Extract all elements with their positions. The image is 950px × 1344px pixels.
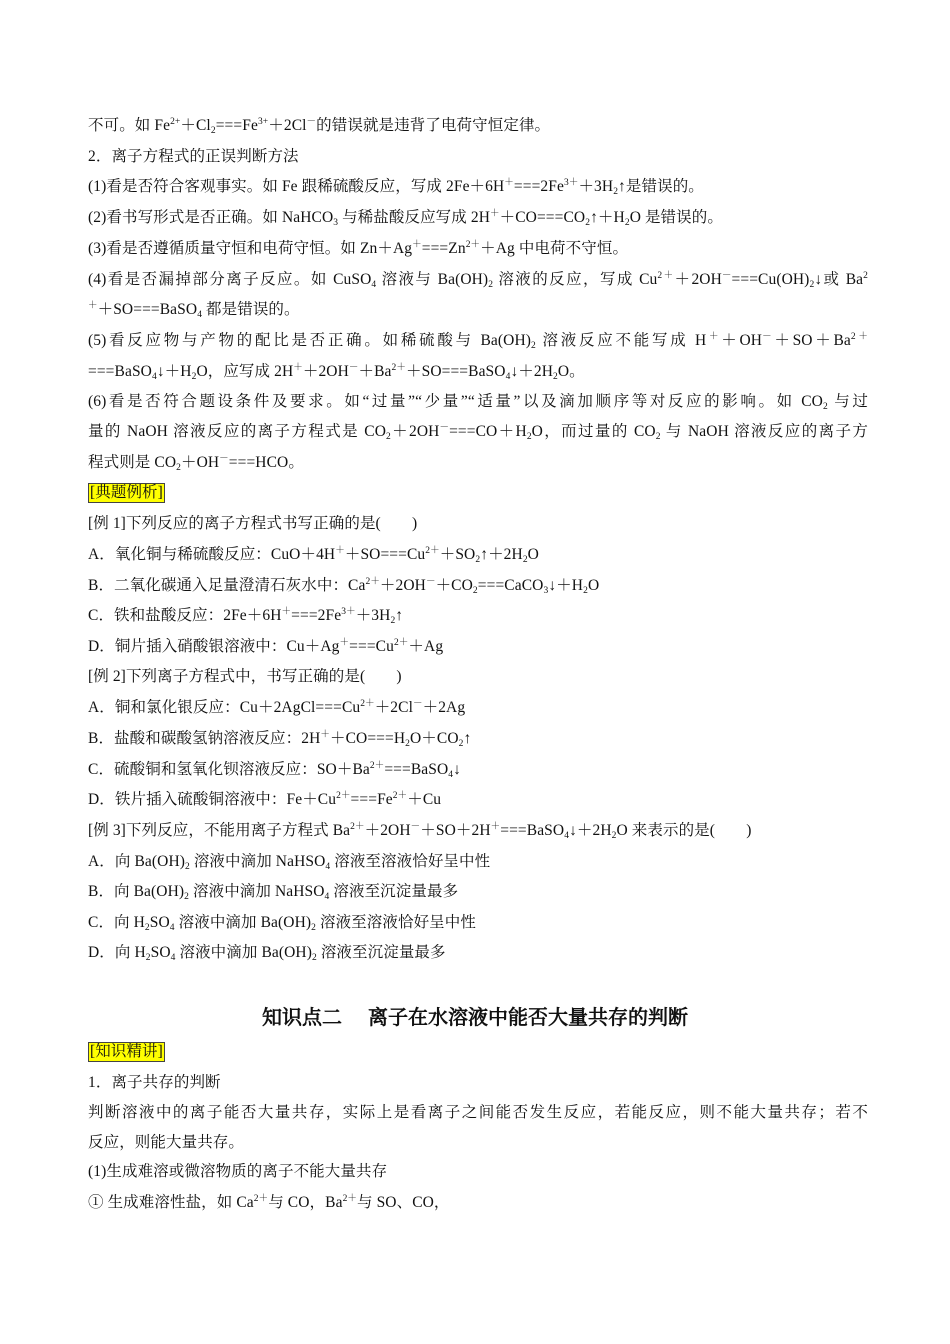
example-1-option-c: C．铁和盐酸反应：$2Fe+6H^+===2Fe^{3+}+3H_2↑$	[88, 607, 404, 626]
example-2-option-d: D．铁片插入硫酸铜溶液中：$Fe+Cu^{2+}===Fe^{2+}+Cu$	[88, 791, 442, 808]
rule-item-4: (4)看是否漏掉部分离子反应。如 CuSO$_4$ 溶液与 $Ba(OH)_2$ 溶液的反应，写成 $Cu^{2+}+2OH^-===Cu(OH)_2↓$或 Ba$^2$	[88, 271, 869, 290]
paragraph-line: 判断溶液中的离子能否大量共存，实际上是看离子之间能否发生反应，若能反应，则不能大量共存；若不	[88, 1104, 868, 1121]
rule-item-4-cont: ＋＋SO===BaSO$_4$ 都是错误的。	[88, 301, 300, 320]
rule-subitem-insoluble-salt: ① 生成难溶性盐，如 $Ca^{2+}$与 CO，$Ba^{2+}$与 SO、CO，	[88, 1194, 450, 1211]
section-label-examples: [典题例析]	[90, 484, 163, 501]
subheading-judgment-method: 2．离子方程式的正误判断方法	[88, 148, 299, 165]
rule-item-6-cont2: 程式则是 $CO_2+OH^-===HCO$。	[88, 454, 304, 473]
example-2-option-a: A．铜和氯化银反应：$Cu+2AgCl===Cu^{2+}+2Cl^-+2Ag$	[88, 699, 466, 716]
rule-item-1: (1)看是否符合客观事实。如 Fe 跟稀硫酸反应，写成 $2Fe+6H^+===2Fe^{3+}+3H_2↑$是错误的。	[88, 178, 704, 197]
example-1-option-b: B．二氧化碳通入足量澄清石灰水中：$Ca^{2+}+2OH^-+CO_2===CaCO_3↓+H_2O$	[88, 577, 600, 596]
rule-item-2: (2)看书写形式是否正确。如 NaHCO$_3$ 与稀盐酸反应写成 $2H^++CO===CO_2↑+H_2O$ 是错误的。	[88, 209, 723, 228]
paragraph-line-cont: 反应，则能大量共存。	[88, 1134, 245, 1151]
section-label-row-2	[88, 1042, 868, 1062]
rule-item-5-cont: $===BaSO_4↓+H_2O$，应写成 $2H^++2OH^-+Ba^{2+}+SO===BaSO_4↓+2H_2O$。	[88, 363, 585, 382]
example-3-option-c: C．向 $H_2SO_4$ 溶液中滴加 $Ba(OH)_2$ 溶液至溶液恰好呈中性	[88, 914, 476, 933]
paragraph-line: 不可。如 $Fe^{2+}+Cl_2===Fe^{3+}+2Cl^-$的错误就是违背了电荷守恒定律。	[88, 117, 551, 136]
section-label-knowledge: [知识精讲]	[90, 1043, 163, 1060]
rule-item-precipitate: (1)生成难溶或微溶物质的离子不能大量共存	[88, 1163, 388, 1180]
example-1-option-d: D．铜片插入硝酸银溶液中：$Cu+Ag^+===Cu^{2+}+Ag$	[88, 638, 444, 655]
rule-item-5: (5)看反应物与产物的配比是否正确。如稀硫酸与 $Ba(OH)_2$ 溶液反应不能写成 $H^++OH^-+SO+Ba^{2+}$	[88, 332, 868, 351]
example-3-option-a: A．向 $Ba(OH)_2$ 溶液中滴加 NaHSO$_4$ 溶液至溶液恰好呈中性	[88, 853, 491, 872]
example-3-option-b: B．向 $Ba(OH)_2$ 溶液中滴加 NaHSO$_4$ 溶液至沉淀量最多	[88, 883, 459, 902]
section-title-text: 离子在水溶液中能否大量共存的判断	[368, 1005, 688, 1029]
rule-item-6-cont: 量的 NaOH 溶液反应的离子方程式是 $CO_2+2OH^-===CO+H_2O$，而过量的 $CO_2$ 与 NaOH 溶液反应的离子方	[88, 423, 868, 442]
example-3-option-d: D．向 $H_2SO_4$ 溶液中滴加 $Ba(OH)_2$ 溶液至沉淀量最多	[88, 944, 446, 963]
rule-item-3: (3)看是否遵循质量守恒和电荷守恒。如 $Zn+Ag^+===Zn^{2+}+Ag$ 中电荷不守恒。	[88, 240, 629, 257]
example-2-option-b: B．盐酸和碳酸氢钠溶液反应：$2H^++CO===H_2O+CO_2↑$	[88, 730, 472, 749]
example-3-question: [例 3]下列反应，不能用离子方程式 $Ba^{2+}+2OH^-+SO+2H^+===BaSO_4↓+2H_2O$ 来表示的是( )	[88, 822, 752, 841]
section-title	[0, 1003, 950, 1031]
example-2-question: [例 2]下列离子方程式中，书写正确的是( )	[88, 668, 402, 685]
rule-item-6: (6)看是否符合题设条件及要求。如“过量”“少量”“适量”以及滴加顺序等对反应的影响。如 $CO_2$ 与过	[88, 393, 868, 412]
subheading-coexistence: 1．离子共存的判断	[88, 1074, 221, 1091]
section-title-number: 知识点二	[262, 1005, 342, 1029]
example-2-option-c: C．硫酸铜和氢氧化钡溶液反应：$SO+Ba^{2+}===BaSO_4↓$	[88, 761, 462, 780]
section-label-row	[88, 483, 868, 503]
example-1-question: [例 1]下列反应的离子方程式书写正确的是( )	[88, 515, 418, 532]
example-1-option-a: A．氧化铜与稀硫酸反应：$CuO+4H^++SO===Cu^{2+}+SO_2↑+2H_2O$	[88, 546, 539, 565]
